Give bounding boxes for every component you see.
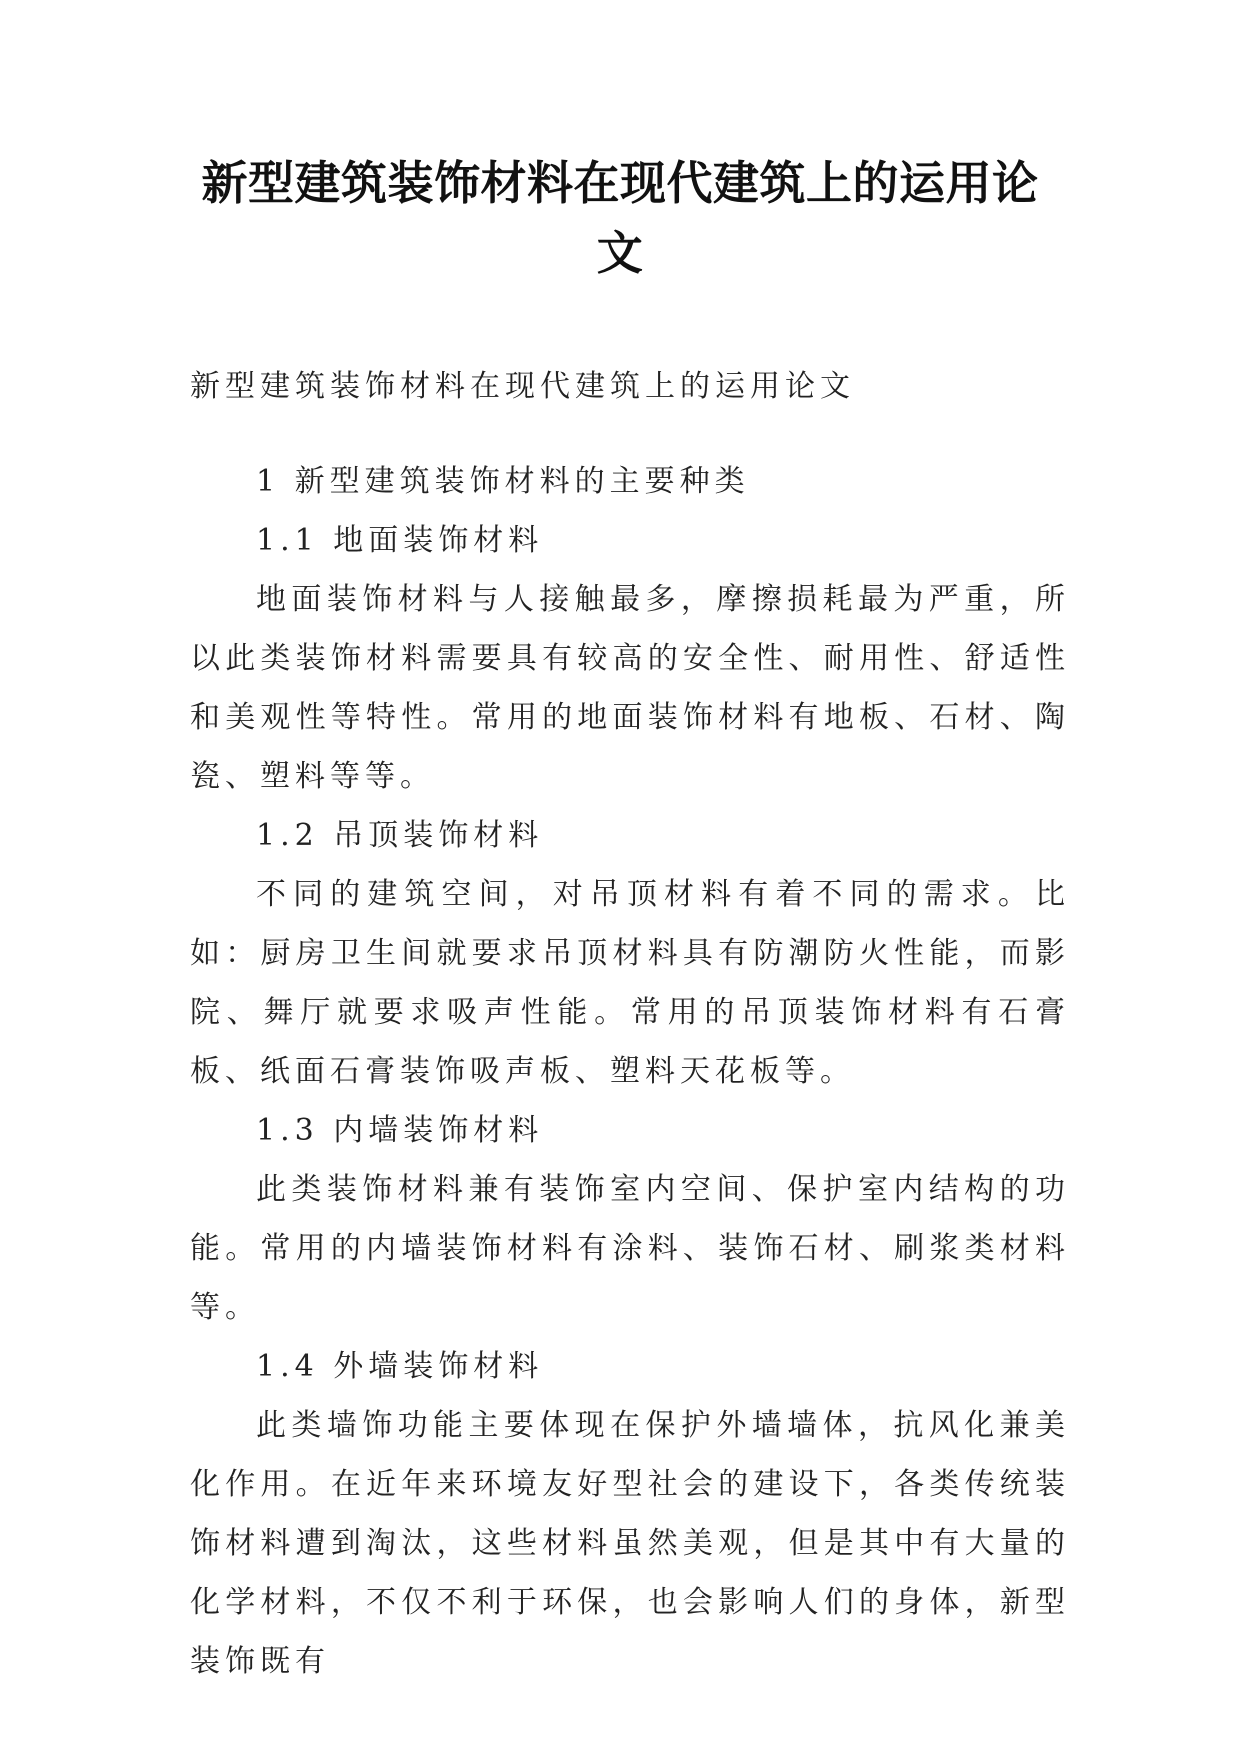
document-body: [190, 357, 1070, 1691]
paragraph-1-1: 地面装饰材料与人接触最多，摩擦损耗最为严重，所以此类装饰材料需要具有较高的安全性、耐用性、舒适性和美观性等特性。常用的地面装饰材料有地板、石材、陶瓷、塑料等等。: [190, 582, 1070, 794]
section-heading-1: 1 新型建筑装饰材料的主要种类: [256, 464, 750, 499]
section-heading-1-4: 1.4 外墙装饰材料: [256, 1349, 544, 1384]
paragraph-1-2: 不同的建筑空间，对吊顶材料有着不同的需求。比如：厨房卫生间就要求吊顶材料具有防潮防火性能，而影院、舞厅就要求吸声性能。常用的吊顶装饰材料有石膏板、纸面石膏装饰吸声板、塑料天花板等。: [190, 877, 1070, 1089]
section-heading-1-2: 1.2 吊顶装饰材料: [256, 818, 544, 853]
section-heading-1-3: 1.3 内墙装饰材料: [256, 1113, 544, 1148]
paragraph-1-3: 此类装饰材料兼有装饰室内空间、保护室内结构的功能。常用的内墙装饰材料有涂料、装饰石材、刷浆类材料等。: [190, 1172, 1070, 1325]
document-title: 新型建筑装饰材料在现代建筑上的运用论文: [201, 156, 1039, 280]
paragraph-1-4: 此类墙饰功能主要体现在保护外墙墙体，抗风化兼美化作用。在近年来环境友好型社会的建设下，各类传统装饰材料遭到淘汰，这些材料虽然美观，但是其中有大量的化学材料，不仅不利于环保，也会影响人们的身体，新型装饰既有: [190, 1408, 1070, 1679]
document-subtitle: 新型建筑装饰材料在现代建筑上的运用论文: [190, 369, 855, 404]
section-heading-1-1: 1.1 地面装饰材料: [256, 523, 544, 558]
